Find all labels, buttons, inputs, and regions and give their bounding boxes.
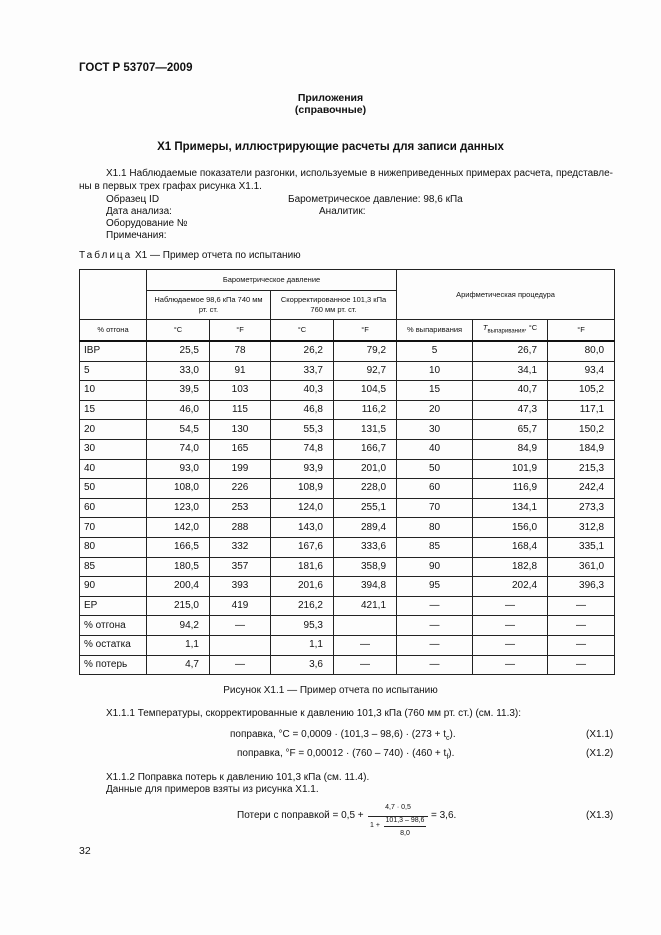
table-cell: 200,4: [147, 577, 210, 597]
table-cell: 333,6: [334, 537, 397, 557]
field-analyst: Аналитик:: [319, 206, 366, 217]
table-cell: 80,0: [548, 341, 615, 361]
table-cell: 419: [210, 596, 271, 616]
equation-x1-1: поправка, $^\circ С = 0,0009 \cdot (101,3 - 98,6) \cdot (273 + t_c)$.: [230, 729, 456, 742]
field-date: Дата анализа:: [106, 206, 172, 217]
table-cell: 184,9: [548, 439, 615, 459]
table-cell: 150,2: [548, 420, 615, 440]
table-cell: 180,5: [147, 557, 210, 577]
table-cell: —: [397, 635, 473, 655]
table-row: [80, 479, 615, 499]
table-cell: —: [210, 616, 271, 636]
table-cell: 74,0: [147, 439, 210, 459]
table-cell: 357: [210, 557, 271, 577]
table-title: [79, 250, 301, 261]
table-cell: % потерь: [80, 655, 147, 675]
table-cell: 40,7: [473, 381, 548, 401]
table-cell: 78: [210, 341, 271, 361]
table-cell: 46,0: [147, 400, 210, 420]
table-cell: EP: [80, 596, 147, 616]
table-cell: —: [548, 596, 615, 616]
table-cell: 134,1: [473, 498, 548, 518]
appendix-title: Приложения: [297, 92, 364, 104]
table-cell: [334, 616, 397, 636]
table-cell: 95: [397, 577, 473, 597]
table-cell: 421,1: [334, 596, 397, 616]
table-row: [80, 577, 615, 597]
table-row: [80, 655, 615, 675]
eq3-denominator-prefix: 1 +: [370, 822, 380, 829]
table-cell: —: [548, 655, 615, 675]
report-table: [79, 269, 615, 675]
table-cell: 85: [80, 557, 147, 577]
table-cell: —: [548, 616, 615, 636]
table-cell: 47,3: [473, 400, 548, 420]
table-cell: 34,1: [473, 361, 548, 381]
table-cell: 90: [80, 577, 147, 597]
equation-number-x1-1: (X1.1): [586, 729, 614, 740]
table-cell: % остатка: [80, 635, 147, 655]
header-pct-distilled: % отгона: [80, 320, 147, 342]
table-cell: —: [397, 655, 473, 675]
table-cell: 124,0: [271, 498, 334, 518]
table-cell: 182,8: [473, 557, 548, 577]
table-title-prefix: Таблица: [79, 250, 133, 261]
table-cell: 4,7: [147, 655, 210, 675]
table-cell: 93,4: [548, 361, 615, 381]
table-cell: 123,0: [147, 498, 210, 518]
table-cell: 91: [210, 361, 271, 381]
table-cell: 60: [397, 479, 473, 499]
table-cell: 332: [210, 537, 271, 557]
table-cell: 116,2: [334, 400, 397, 420]
table-cell: 166,5: [147, 537, 210, 557]
table-cell: 60: [80, 498, 147, 518]
paragraph-x1-1-1: X1.1.1 Температуры, скорректированные к давлению 101,3 кПа (760 мм рт. ст.) (см. 11.3):: [106, 708, 522, 719]
table-row: [80, 537, 615, 557]
eq3-inner-numerator: 101,3 – 98,6: [385, 817, 425, 824]
table-cell: 104,5: [334, 381, 397, 401]
table-cell: 70: [397, 498, 473, 518]
header-degc-corrected: °С: [271, 320, 334, 342]
header-baro: Барометрическое давление: [147, 270, 397, 291]
table-cell: 10: [397, 361, 473, 381]
table-cell: 92,7: [334, 361, 397, 381]
table-cell: 15: [80, 400, 147, 420]
table-cell: 242,4: [548, 479, 615, 499]
paragraph-data-source: Данные для примеров взяты из рисунка X1.1.: [106, 784, 319, 795]
table-cell: 166,7: [334, 439, 397, 459]
table-cell: 80: [80, 537, 147, 557]
table-cell: % отгона: [80, 616, 147, 636]
table-cell: 228,0: [334, 479, 397, 499]
table-cell: 55,3: [271, 420, 334, 440]
table-row: [80, 459, 615, 479]
header-pct-evap: % выпаривания: [397, 320, 473, 342]
table-cell: —: [473, 655, 548, 675]
appendix-subtitle: (справочные): [294, 104, 367, 116]
table-cell: 65,7: [473, 420, 548, 440]
table-cell: 273,3: [548, 498, 615, 518]
document-code: ГОСТ Р 53707—2009: [79, 62, 193, 74]
header-degf-corrected: °F: [334, 320, 397, 342]
table-cell: 79,2: [334, 341, 397, 361]
field-notes: Примечания:: [106, 230, 167, 241]
table-cell: 394,8: [334, 577, 397, 597]
table-cell: 50: [397, 459, 473, 479]
table-cell: —: [473, 635, 548, 655]
table-row: [80, 381, 615, 401]
table-cell: 108,0: [147, 479, 210, 499]
table-cell: —: [473, 616, 548, 636]
table-cell: 40,3: [271, 381, 334, 401]
table-cell: 70: [80, 518, 147, 538]
table-cell: 393: [210, 577, 271, 597]
table-cell: 165: [210, 439, 271, 459]
table-cell: 156,0: [473, 518, 548, 538]
table-cell: 201,0: [334, 459, 397, 479]
header-blank: [80, 270, 147, 320]
table-row: [80, 498, 615, 518]
intro-line-1: X1.1 Наблюдаемые показатели разгонки, используемые в нижеприведенных примерах расчета, представле-: [106, 168, 613, 179]
table-cell: 199: [210, 459, 271, 479]
eq3-numerator: 4,7 · 0,5: [385, 804, 411, 811]
equation-number-x1-2: (X1.2): [586, 748, 614, 759]
table-cell: 181,6: [271, 557, 334, 577]
table-cell: 90: [397, 557, 473, 577]
table-row: [80, 557, 615, 577]
eq3-lhs: Потери с поправкой = 0,5 +: [237, 810, 364, 821]
field-pressure: Барометрическое давление: 98,6 кПа: [288, 194, 463, 205]
table-cell: 335,1: [548, 537, 615, 557]
table-cell: 40: [397, 439, 473, 459]
table-row: [80, 420, 615, 440]
header-observed: Наблюдаемое 98,6 кПа 740 мм рт. ст.: [147, 291, 271, 320]
table-cell: 84,9: [473, 439, 548, 459]
table-row: [80, 361, 615, 381]
table-cell: 5: [80, 361, 147, 381]
table-cell: —: [397, 616, 473, 636]
table-cell: 226: [210, 479, 271, 499]
table-row: [80, 518, 615, 538]
table-cell: 33,7: [271, 361, 334, 381]
table-cell: —: [210, 655, 271, 675]
table-cell: 15: [397, 381, 473, 401]
table-cell: 26,7: [473, 341, 548, 361]
table-cell: 93,0: [147, 459, 210, 479]
table-cell: 85: [397, 537, 473, 557]
table-cell: 201,6: [271, 577, 334, 597]
table-cell: —: [334, 635, 397, 655]
table-cell: [210, 635, 271, 655]
eq3-inner-denominator: 8,0: [400, 830, 410, 837]
table-cell: 20: [397, 400, 473, 420]
table-cell: 167,6: [271, 537, 334, 557]
table-cell: —: [473, 596, 548, 616]
table-cell: 108,9: [271, 479, 334, 499]
intro-line-2: ны в первых трех графах рисунка X1.1.: [79, 181, 262, 192]
table-cell: 215,3: [548, 459, 615, 479]
table-cell: 5: [397, 341, 473, 361]
table-title-rest: X1 — Пример отчета по испытанию: [135, 250, 301, 261]
table-row: [80, 616, 615, 636]
table-cell: 216,2: [271, 596, 334, 616]
figure-caption: Рисунок X1.1 — Пример отчета по испытанию: [223, 685, 438, 696]
eq3-inner-fraction-bar: [384, 826, 426, 827]
table-cell: 361,0: [548, 557, 615, 577]
eq3-rhs: = 3,6.: [431, 810, 457, 821]
table-cell: 168,4: [473, 537, 548, 557]
section-title: X1 Примеры, иллюстрирующие расчеты для записи данных: [157, 141, 504, 153]
table-cell: 1,1: [271, 635, 334, 655]
table-cell: 74,8: [271, 439, 334, 459]
equation-x1-2: поправка, $^\circ F = 0,00012 \cdot (760 - 740) \cdot (460 + t_f)$.: [237, 748, 455, 761]
table-cell: 396,3: [548, 577, 615, 597]
table-cell: 130: [210, 420, 271, 440]
paragraph-x1-1-2: X1.1.2 Поправка потерь к давлению 101,3 кПа (см. 11.4).: [106, 772, 370, 783]
table-cell: 142,0: [147, 518, 210, 538]
table-cell: 105,2: [548, 381, 615, 401]
header-degf-observed: °F: [210, 320, 271, 342]
table-cell: 117,1: [548, 400, 615, 420]
table-row: [80, 596, 615, 616]
table-cell: 30: [397, 420, 473, 440]
table-cell: 33,0: [147, 361, 210, 381]
table-cell: 103: [210, 381, 271, 401]
table-cell: —: [548, 635, 615, 655]
table-row: [80, 635, 615, 655]
table-cell: IBP: [80, 341, 147, 361]
header-degc-observed: °С: [147, 320, 210, 342]
table-cell: 215,0: [147, 596, 210, 616]
table-row: [80, 400, 615, 420]
table-row: [80, 341, 615, 361]
page-number: 32: [79, 845, 91, 857]
header-arith: Арифметическая процедура: [397, 270, 615, 320]
table-cell: 40: [80, 459, 147, 479]
table-cell: 1,1: [147, 635, 210, 655]
header-t-evap: $T_{выпаривания}$, °С: [473, 320, 548, 342]
table-cell: 101,9: [473, 459, 548, 479]
equation-number-x1-3: (X1.3): [586, 810, 614, 821]
table-cell: 93,9: [271, 459, 334, 479]
table-cell: 202,4: [473, 577, 548, 597]
table-cell: 94,2: [147, 616, 210, 636]
table-body: [80, 341, 615, 675]
table-cell: 95,3: [271, 616, 334, 636]
table-cell: 116,9: [473, 479, 548, 499]
header-degf-evap: °F: [548, 320, 615, 342]
table-cell: —: [334, 655, 397, 675]
table-cell: 131,5: [334, 420, 397, 440]
table-cell: 312,8: [548, 518, 615, 538]
table-row: [80, 439, 615, 459]
table-cell: 288: [210, 518, 271, 538]
table-cell: 143,0: [271, 518, 334, 538]
table-cell: 289,4: [334, 518, 397, 538]
table-cell: 358,9: [334, 557, 397, 577]
table-cell: 46,8: [271, 400, 334, 420]
table-cell: 39,5: [147, 381, 210, 401]
table-cell: 3,6: [271, 655, 334, 675]
table-cell: 20: [80, 420, 147, 440]
table-cell: 115: [210, 400, 271, 420]
field-equipment: Оборудование №: [106, 218, 188, 229]
table-cell: 54,5: [147, 420, 210, 440]
field-sample-id: Образец ID: [106, 194, 160, 205]
table-cell: —: [397, 596, 473, 616]
table-cell: 25,5: [147, 341, 210, 361]
table-cell: 10: [80, 381, 147, 401]
table-cell: 50: [80, 479, 147, 499]
header-corrected: Скорректированное 101,3 кПа 760 мм рт. ст.: [271, 291, 397, 320]
table-cell: 253: [210, 498, 271, 518]
table-cell: 30: [80, 439, 147, 459]
table-cell: 255,1: [334, 498, 397, 518]
table-cell: 26,2: [271, 341, 334, 361]
table-cell: 80: [397, 518, 473, 538]
